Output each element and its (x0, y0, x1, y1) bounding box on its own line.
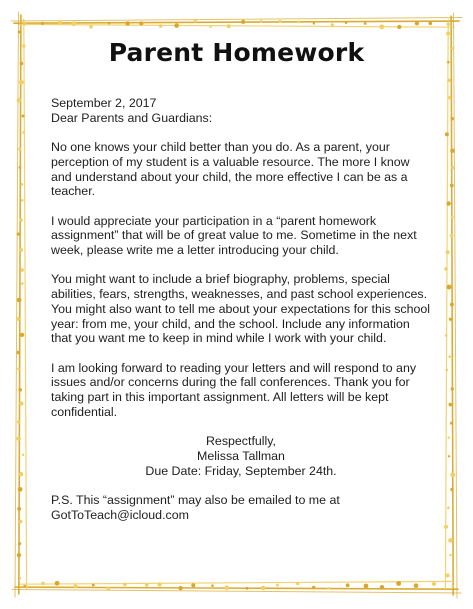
letter-closing (51, 434, 431, 478)
paragraph-intro: No one knows your child better than you do. As a parent, your perception of my student is a valuable resource. The more I know and understand about your child, the more effective I can be as a teacher. (51, 140, 410, 199)
letter-header (51, 96, 431, 125)
closing-due-date: Due Date: Friday, September 24th. (145, 463, 337, 478)
paragraph-request: I would appreciate your participation in a “parent homework assignment” that will be of great value to me. Sometime in the next week, please write me a letter introducing your child. (51, 213, 417, 257)
letter-date: September 2, 2017 (51, 96, 157, 110)
closing-signature: Melissa Tallman (197, 448, 285, 463)
letter-body (51, 96, 431, 537)
closing-valediction: Respectfully, (205, 434, 276, 449)
letter-salutation: Dear Parents and Guardians: (51, 110, 213, 125)
postscript-text: P.S. This “assignment” may also be emailed to me at (51, 492, 340, 507)
paragraph-thanks: I am looking forward to reading your letters and will respond to any issues and/or concerns during the fall conferences. Thank you for taking part in this important assignment. All letters will be kept confidential. (51, 360, 417, 419)
postscript (51, 493, 431, 522)
paragraph-suggestions: You might want to include a brief biography, problems, special abilities, fears, strengths, weaknesses, and past school experiences. You might also want to tell me about your expectations for this school year: from me, your child, and the school. Include any information that you want me to keep in mind while I work with your child. (51, 272, 431, 346)
postscript-email: GotToTeach@icloud.com (51, 507, 189, 522)
page-title: Parent Homework (108, 38, 365, 67)
